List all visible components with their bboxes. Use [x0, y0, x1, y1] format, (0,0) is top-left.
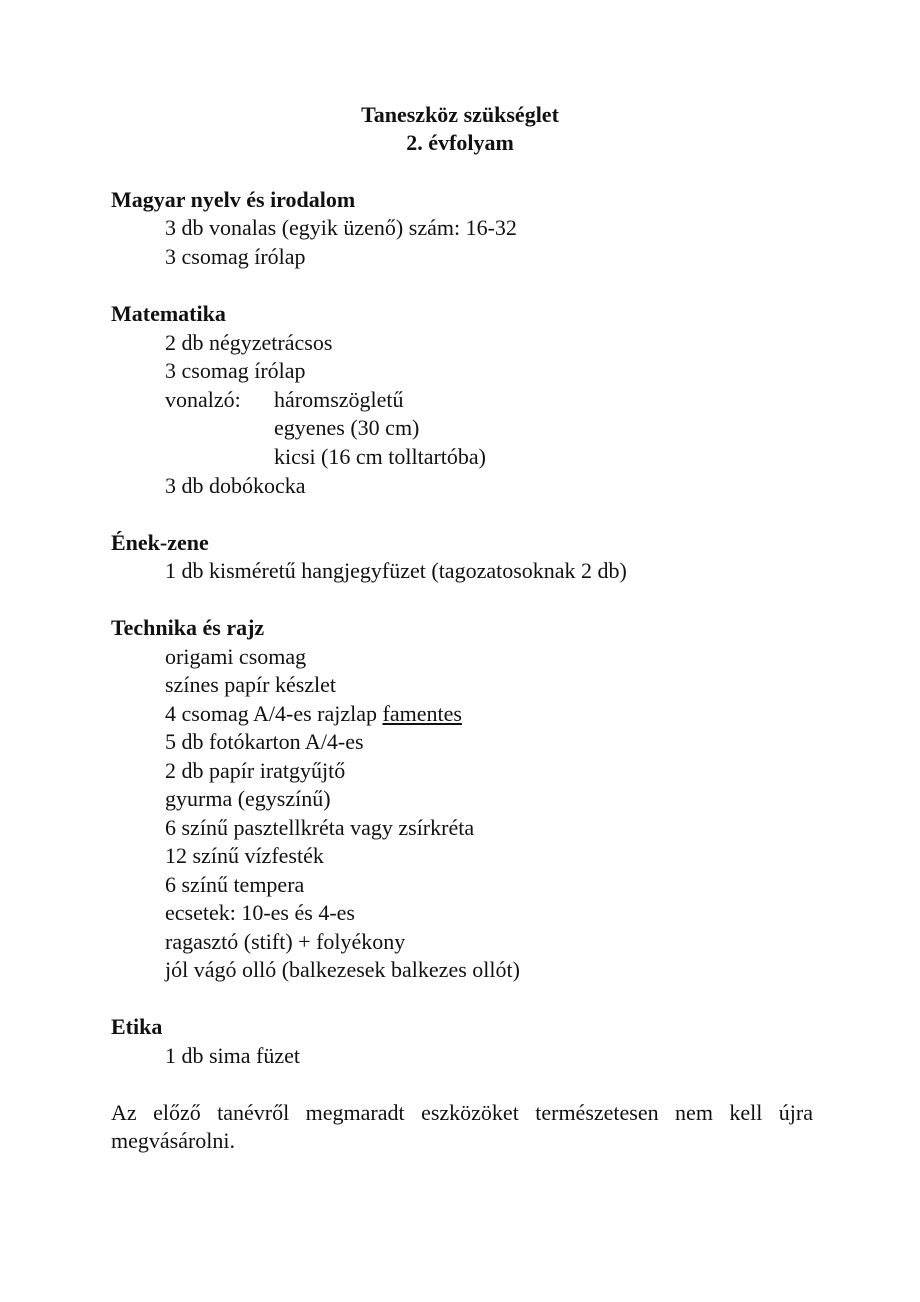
- closing-note: Az előző tanévről megmaradt eszközöket természetesen nem kell újra megvásárolni.: [111, 1100, 813, 1153]
- list-item: ragasztó (stift) + folyékony: [165, 929, 406, 954]
- list-item: színes papír készlet: [165, 672, 337, 697]
- list-item: 3 csomag írólap: [165, 358, 306, 383]
- ruler-type: háromszögletű: [274, 387, 404, 412]
- grade-label: 2. évfolyam: [406, 130, 514, 155]
- ruler-type: kicsi (16 cm tolltartóba): [274, 444, 486, 469]
- list-item: 3 db dobókocka: [165, 473, 306, 498]
- list-item: 1 db sima füzet: [165, 1043, 301, 1068]
- list-item: [165, 700, 462, 728]
- list-item: 12 színű vízfesték: [165, 843, 324, 868]
- list-item: 2 db négyzetrácsos: [165, 330, 333, 355]
- list-item: jól vágó olló (balkezesek balkezes ollót): [165, 957, 520, 982]
- list-item: 6 színű pasztellkréta vagy zsírkréta: [165, 815, 475, 840]
- list-item: 2 db papír iratgyűjtő: [165, 758, 346, 783]
- list-item-text: 4 csomag A/4-es rajzlap: [165, 701, 377, 726]
- list-item: 5 db fotókarton A/4-es: [165, 729, 364, 754]
- list-item: 3 csomag írólap: [165, 244, 306, 269]
- list-item: gyurma (egyszínű): [165, 786, 331, 811]
- list-item: 1 db kisméretű hangjegyfüzet (tagozatosoknak 2 db): [165, 558, 627, 583]
- list-item: origami csomag: [165, 644, 307, 669]
- underlined-emphasis: famentes: [382, 701, 462, 726]
- list-item: 3 db vonalas (egyik üzenő) szám: 16-32: [165, 215, 517, 240]
- section-heading-magyar: Magyar nyelv és irodalom: [111, 187, 356, 212]
- list-item: 6 színű tempera: [165, 872, 305, 897]
- ruler-type: egyenes (30 cm): [274, 415, 420, 440]
- ruler-label: vonalzó:: [165, 387, 241, 412]
- document-title: Taneszköz szükséglet: [361, 102, 559, 127]
- section-heading-technika: Technika és rajz: [111, 615, 265, 640]
- section-heading-matematika: Matematika: [111, 301, 226, 326]
- section-heading-etika: Etika: [111, 1014, 163, 1039]
- section-heading-enek-zene: Ének-zene: [111, 530, 209, 555]
- list-item: ecsetek: 10-es és 4-es: [165, 900, 355, 925]
